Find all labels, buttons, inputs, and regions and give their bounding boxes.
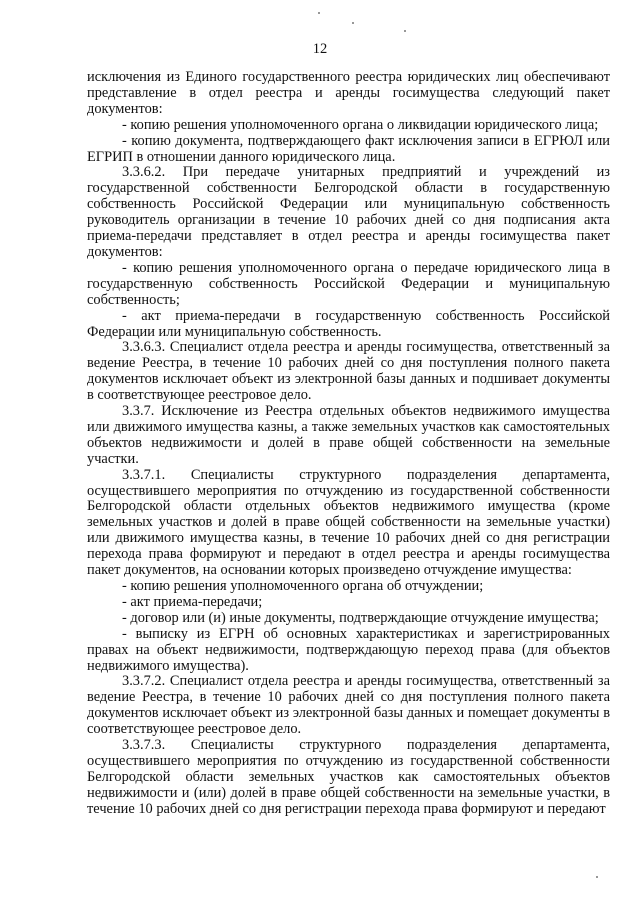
paragraph: 3.3.7.1. Специалисты структурного подразделения департамента, осуществившего мероприятия по отчуждению из государственной собственности Белгородской области отдельных объектов недвижимого имущества (кроме земельных участков и долей в праве общей собственности на земельные участки) или движимого имущества казны, в течение 10 рабочих дней со дня регистрации перехода права формируют и передают в отдел реестра и аренды госимущества пакет документов, на основании которых произведено отчуждение имущества: (87, 466, 610, 579)
paragraph: - акт приема-передачи в государственную собственность Российской Федерации или муниципальную собственность. (87, 307, 610, 340)
document-body (87, 70, 610, 818)
paragraph: 3.3.6.3. Специалист отдела реестра и аренды госимущества, ответственный за ведение Реестра, в течение 10 рабочих дней со дня поступления полного пакета документов исключает объект из электронной базы данных и подшивает документы в соответствующее реестровое дело. (87, 339, 610, 404)
scan-speck (318, 12, 320, 14)
paragraph: - копию документа, подтверждающего факт исключения записи в ЕГРЮЛ или ЕГРИП в отношении данного юридического лица. (87, 132, 610, 165)
scan-speck (352, 22, 354, 24)
paragraph: исключения из Единого государственного реестра юридических лиц обеспечивают представление в отдел реестра и аренды госимущества следующий пакет документов: (87, 69, 610, 117)
scan-speck (404, 30, 406, 32)
paragraph: - выписку из ЕГРН об основных характеристиках и зарегистрированных правах на объект недвижимости, подтверждающую переход права (для объектов недвижимого имущества). (87, 625, 610, 674)
paragraph: - акт приема-передачи; (122, 593, 263, 610)
paragraph: - копию решения уполномоченного органа об отчуждении; (122, 578, 484, 594)
paragraph: 3.3.7.3. Специалисты структурного подразделения департамента, осуществившего мероприятия по отчуждению из государственной собственности Белгородской области земельных участков как самостоятельных объектов недвижимости и (или) долей в праве общей собственности на земельные участки, в течение 10 рабочих дней со дня регистрации перехода права формируют и передают (87, 737, 610, 817)
paragraph: 3.3.6.2. При передаче унитарных предприятий и учреждений из государственной собственности Белгородской области в государственную собственность Российской Федерации или муниципальную собственность руководитель организации в течение 10 рабочих дней со дня подписания акта приема-передачи представляет в отдел реестра и аренды госимущества пакет документов: (87, 164, 610, 260)
paragraph: - копию решения уполномоченного органа о ликвидации юридического лица; (122, 116, 599, 133)
paragraph: 3.3.7.2. Специалист отдела реестра и аренды госимущества, ответственный за ведение Реестра, в течение 10 рабочих дней со дня поступления полного пакета документов исключает объект из электронной базы данных и помещает документы в соответствующее реестровое дело. (87, 673, 610, 738)
scan-speck (596, 876, 598, 878)
paragraph: 3.3.7. Исключение из Реестра отдельных объектов недвижимого имущества или движимого имущества казны, а также земельных участков как самостоятельных объектов недвижимости и долей в праве общей собственности на земельные участки. (87, 403, 610, 467)
paragraph: - копию решения уполномоченного органа о передаче юридического лица в государственную собственность Российской Федерации и муниципальную собственность; (87, 259, 610, 308)
paragraph: - договор или (и) иные документы, подтверждающие отчуждение имущества; (122, 609, 599, 626)
page-number: 12 (312, 41, 328, 57)
